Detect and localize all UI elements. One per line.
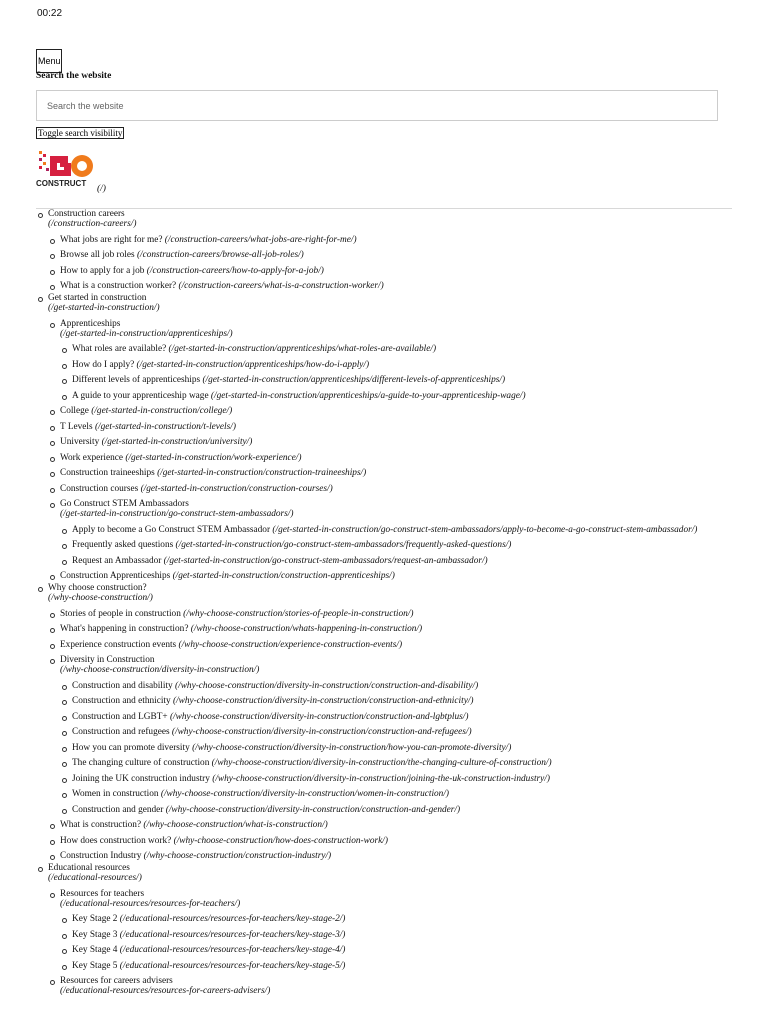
nav-item-key-stage-2[interactable] bbox=[60, 914, 736, 924]
nav-link-label[interactable]: University bbox=[60, 437, 100, 447]
toggle-search-visibility-button[interactable]: Toggle search visibility bbox=[38, 128, 123, 138]
nav-link-url[interactable]: (/get-started-in-construction/go-construct-stem-ambassadors/frequently-asked-questions/) bbox=[173, 540, 512, 550]
nav-item-college[interactable] bbox=[48, 406, 736, 416]
nav-link-url[interactable]: (/why-choose-construction/diversity-in-construction/how-you-can-promote-diversity/) bbox=[189, 742, 512, 753]
nav-item-apprenticeships[interactable] bbox=[48, 319, 736, 401]
nav-item-construction-industry[interactable] bbox=[48, 851, 736, 861]
nav-link-url[interactable]: (/educational-resources/resources-for-teachers/) bbox=[60, 898, 241, 909]
nav-link-url[interactable]: (/educational-resources/resources-for-teachers/key-stage-3/) bbox=[117, 929, 346, 940]
nav-link-label[interactable]: Key Stage 2 bbox=[72, 914, 118, 924]
nav-link-label[interactable]: How do I apply? bbox=[72, 359, 135, 370]
nav-link-label[interactable]: How you can promote diversity bbox=[72, 742, 190, 753]
nav-item-construction-and-disability[interactable] bbox=[60, 681, 736, 691]
nav-link-url[interactable]: (/educational-resources/) bbox=[48, 873, 142, 883]
nav-item-browse-all-job-roles[interactable] bbox=[48, 250, 736, 260]
nav-link-url[interactable]: (/why-choose-construction/) bbox=[48, 593, 153, 603]
nav-link-url[interactable]: (/why-choose-construction/diversity-in-construction/construction-and-refugees/) bbox=[169, 727, 472, 737]
nav-item-different-levels-of-apprenticeships[interactable] bbox=[60, 375, 736, 385]
nav-link-url[interactable]: (/get-started-in-construction/go-construct-stem-ambassadors/) bbox=[60, 509, 294, 519]
nav-link-label[interactable]: Construction and LGBT+ bbox=[72, 711, 168, 722]
nav-link-label[interactable]: A guide to your apprenticeship wage bbox=[72, 390, 209, 401]
nav-link-url[interactable]: (/get-started-in-construction/work-experience/) bbox=[123, 452, 302, 463]
nav-link-url[interactable]: (/why-choose-construction/diversity-in-construction/construction-and-gender/) bbox=[163, 804, 461, 815]
nav-link-url[interactable]: (/why-choose-construction/diversity-in-construction/the-changing-culture-of-construction/) bbox=[209, 758, 552, 768]
nav-link-url[interactable]: (/get-started-in-construction/apprenticeships/different-levels-of-apprenticeships/) bbox=[200, 375, 506, 385]
nav-link-label[interactable]: Women in construction bbox=[72, 789, 159, 799]
nav-link-url[interactable]: (/construction-careers/) bbox=[48, 219, 137, 229]
nav-item-request-an-ambassador[interactable] bbox=[60, 556, 736, 566]
nav-item-apply-to-become-a-go-construct-stem-ambassador[interactable] bbox=[60, 525, 736, 535]
nav-link-url[interactable]: (/educational-resources/resources-for-teachers/key-stage-4/) bbox=[117, 945, 346, 955]
nav-link-url[interactable]: (/get-started-in-construction/t-levels/) bbox=[92, 421, 236, 432]
nav-item-construction-traineeships[interactable] bbox=[48, 468, 736, 478]
nav-list bbox=[36, 209, 736, 996]
nav-link-label[interactable]: Construction careers bbox=[48, 209, 125, 219]
nav-link-url[interactable]: (/why-choose-construction/stories-of-people-in-construction/) bbox=[180, 608, 414, 619]
nav-link-label[interactable]: Resources for teachers bbox=[60, 888, 145, 899]
nav-link-label[interactable]: Stories of people in construction bbox=[60, 608, 181, 619]
nav-link-label[interactable]: Browse all job roles bbox=[60, 250, 135, 260]
nav-link-url[interactable]: (/construction-careers/what-is-a-construction-worker/) bbox=[176, 281, 384, 291]
nav-sublist bbox=[48, 319, 736, 582]
nav-sublist bbox=[60, 525, 736, 566]
nav-item-key-stage-3[interactable] bbox=[60, 930, 736, 940]
nav-item-diversity-in-construction[interactable] bbox=[48, 655, 736, 815]
nav-link-url[interactable]: (/educational-resources/resources-for-teachers/key-stage-5/) bbox=[117, 960, 346, 971]
nav-link-url[interactable]: (/get-started-in-construction/construction-courses/) bbox=[138, 483, 333, 494]
nav-link-url[interactable]: (/construction-careers/browse-all-job-roles/) bbox=[134, 250, 304, 260]
nav-link-label[interactable]: Key Stage 4 bbox=[72, 945, 118, 955]
nav-link-label[interactable]: Different levels of apprenticeships bbox=[72, 375, 201, 385]
nav-link-url[interactable]: (/get-started-in-construction/apprenticeships/a-guide-to-your-apprenticeship-wage/) bbox=[208, 390, 526, 401]
nav-item-construction-apprenticeships[interactable] bbox=[48, 571, 736, 581]
nav-item-what-roles-are-available[interactable] bbox=[60, 344, 736, 354]
nav-item-resources-for-teachers[interactable] bbox=[48, 889, 736, 971]
nav-link-url[interactable]: (/get-started-in-construction/university/) bbox=[99, 437, 253, 447]
nav-link-url[interactable]: (/get-started-in-construction/college/) bbox=[88, 406, 233, 416]
nav-link-url[interactable]: (/get-started-in-construction/construction-traineeships/) bbox=[154, 468, 367, 478]
nav-sublist bbox=[60, 681, 736, 815]
nav-link-url[interactable]: (/get-started-in-construction/apprenticeships/) bbox=[60, 328, 233, 339]
nav-link-label[interactable]: What roles are available? bbox=[72, 344, 167, 354]
nav-link-label[interactable]: College bbox=[60, 406, 89, 416]
nav-item-work-experience[interactable] bbox=[48, 453, 736, 463]
nav-item-construction-and-gender[interactable] bbox=[60, 805, 736, 815]
nav-link-url[interactable]: (/why-choose-construction/diversity-in-construction/joining-the-uk-construction-industry/) bbox=[209, 773, 550, 784]
nav-link-url[interactable]: (/why-choose-construction/diversity-in-construction/) bbox=[60, 665, 260, 675]
nav-link-label[interactable]: Diversity in Construction bbox=[60, 655, 155, 665]
nav-sublist bbox=[48, 889, 736, 997]
nav-link-label[interactable]: Go Construct STEM Ambassadors bbox=[60, 499, 189, 509]
nav-link-url[interactable]: (/get-started-in-construction/apprenticeships/how-do-i-apply/) bbox=[134, 359, 370, 370]
nav-link-label[interactable]: Construction and disability bbox=[72, 680, 173, 691]
logo-pixel-icon bbox=[39, 151, 49, 171]
logo-g-shape bbox=[50, 156, 71, 176]
nav-link-label[interactable]: Request an Ambassador bbox=[72, 555, 162, 566]
nav-item-construction-careers[interactable] bbox=[36, 209, 736, 291]
status-time: 00:22 bbox=[37, 8, 63, 19]
nav-link-label[interactable]: What's happening in construction? bbox=[60, 624, 189, 634]
nav-sublist bbox=[60, 914, 736, 971]
nav-item-why-choose-construction[interactable] bbox=[36, 583, 736, 861]
nav-item-resources-for-careers-advisers[interactable] bbox=[48, 976, 736, 996]
nav-link-label[interactable]: What is construction? bbox=[60, 820, 142, 830]
nav-link-url[interactable]: (/why-choose-construction/experience-construction-events/) bbox=[176, 639, 403, 650]
nav-link-label[interactable]: What is a construction worker? bbox=[60, 281, 177, 291]
nav-item-experience-construction-events[interactable] bbox=[48, 640, 736, 650]
nav-item-a-guide-to-your-apprenticeship-wage[interactable] bbox=[60, 391, 736, 401]
nav-item-t-levels[interactable] bbox=[48, 422, 736, 432]
nav-link-label[interactable]: T Levels bbox=[60, 421, 93, 432]
nav-link-label[interactable]: Construction Industry bbox=[60, 851, 142, 861]
nav-item-key-stage-5[interactable] bbox=[60, 961, 736, 971]
nav-link-url[interactable]: (/get-started-in-construction/go-construct-stem-ambassadors/apply-to-become-a-go-construct-stem-ambassador/) bbox=[270, 524, 698, 535]
nav-link-url[interactable]: (/get-started-in-construction/construction-apprenticeships/) bbox=[170, 571, 395, 581]
nav-link-url[interactable]: (/why-choose-construction/whats-happening-in-construction/) bbox=[188, 624, 423, 634]
nav-item-what-is-construction[interactable] bbox=[48, 820, 736, 830]
nav-item-go-construct-stem-ambassadors[interactable] bbox=[48, 499, 736, 566]
nav-item-the-changing-culture-of-construction[interactable] bbox=[60, 758, 736, 768]
nav-link-label[interactable]: Apply to become a Go Construct STEM Ambassador bbox=[72, 524, 271, 535]
nav-link-label[interactable]: Construction courses bbox=[60, 483, 139, 494]
nav-item-women-in-construction[interactable] bbox=[60, 789, 736, 799]
nav-link-url[interactable]: (/educational-resources/resources-for-careers-advisers/) bbox=[60, 986, 271, 996]
nav-sublist bbox=[48, 235, 736, 292]
nav-item-university[interactable] bbox=[48, 437, 736, 447]
nav-link-label[interactable]: Apprenticeships bbox=[60, 318, 121, 329]
nav-link-label[interactable]: How does construction work? bbox=[60, 835, 172, 846]
nav-link-label[interactable]: Key Stage 5 bbox=[72, 960, 118, 971]
nav-link-url[interactable]: (/educational-resources/resources-for-teachers/key-stage-2/) bbox=[117, 914, 346, 924]
nav-item-construction-and-refugees[interactable] bbox=[60, 727, 736, 737]
nav-item-how-to-apply-for-a-job[interactable] bbox=[48, 266, 736, 276]
nav-link-url[interactable]: (/get-started-in-construction/) bbox=[48, 303, 160, 313]
nav-link-url[interactable]: (/construction-careers/how-to-apply-for-a-job/) bbox=[144, 265, 324, 276]
nav-link-label[interactable]: Get started in construction bbox=[48, 293, 147, 303]
nav-item-how-you-can-promote-diversity[interactable] bbox=[60, 743, 736, 753]
nav-link-label[interactable]: Educational resources bbox=[48, 863, 130, 873]
nav-item-key-stage-4[interactable] bbox=[60, 945, 736, 955]
nav-link-url[interactable]: (/why-choose-construction/diversity-in-construction/construction-and-disability/) bbox=[172, 680, 479, 691]
nav-link-label[interactable]: The changing culture of construction bbox=[72, 758, 210, 768]
nav-item-educational-resources[interactable] bbox=[36, 863, 736, 996]
nav-link-url[interactable]: (/why-choose-construction/construction-industry/) bbox=[141, 851, 332, 861]
nav-link-url[interactable]: (/construction-careers/what-jobs-are-right-for-me/) bbox=[162, 234, 357, 245]
nav-link-label[interactable]: Work experience bbox=[60, 452, 124, 463]
nav-link-url[interactable]: (/get-started-in-construction/go-construct-stem-ambassadors/request-an-ambassador/) bbox=[161, 555, 488, 566]
nav-link-label[interactable]: Construction and refugees bbox=[72, 727, 170, 737]
nav-item-get-started-in-construction[interactable] bbox=[36, 293, 736, 581]
nav-link-url[interactable]: (/why-choose-construction/diversity-in-construction/women-in-construction/) bbox=[158, 789, 449, 799]
go-construct-logo[interactable] bbox=[36, 148, 98, 188]
search-heading: Search the website bbox=[36, 71, 112, 81]
nav-link-label[interactable]: Why choose construction? bbox=[48, 583, 147, 593]
nav-link-label[interactable]: Construction Apprenticeships bbox=[60, 571, 171, 581]
nav-link-url[interactable]: (/why-choose-construction/diversity-in-construction/construction-and-lgbtplus/) bbox=[167, 711, 469, 722]
nav-link-label[interactable]: Construction and gender bbox=[72, 804, 164, 815]
nav-link-label[interactable]: Experience construction events bbox=[60, 639, 177, 650]
nav-link-label[interactable]: Construction traineeships bbox=[60, 468, 155, 478]
nav-item-construction-and-lgbt[interactable] bbox=[60, 712, 736, 722]
nav-link-label[interactable]: Key Stage 3 bbox=[72, 929, 118, 940]
nav-item-how-do-i-apply[interactable] bbox=[60, 360, 736, 370]
nav-item-what-s-happening-in-construction[interactable] bbox=[48, 624, 736, 634]
nav-item-construction-courses[interactable] bbox=[48, 484, 736, 494]
nav-link-label[interactable]: Joining the UK construction industry bbox=[72, 773, 210, 784]
nav-item-frequently-asked-questions[interactable] bbox=[60, 540, 736, 550]
nav-link-label[interactable]: Resources for careers advisers bbox=[60, 976, 173, 986]
nav-link-url[interactable]: (/why-choose-construction/what-is-construction/) bbox=[141, 820, 328, 830]
nav-sublist bbox=[48, 609, 736, 862]
nav-item-what-jobs-are-right-for-me[interactable] bbox=[48, 235, 736, 245]
nav-link-url[interactable]: (/why-choose-construction/diversity-in-construction/construction-and-ethnicity/) bbox=[170, 696, 474, 706]
nav-item-how-does-construction-work[interactable] bbox=[48, 836, 736, 846]
logo-link[interactable]: (/) bbox=[97, 184, 106, 194]
logo-text: CONSTRUCT bbox=[36, 179, 87, 188]
nav-link-label[interactable]: How to apply for a job bbox=[60, 265, 145, 276]
menu-button[interactable]: Menu bbox=[36, 49, 62, 73]
nav-link-label[interactable]: Construction and ethnicity bbox=[72, 696, 171, 706]
nav-link-label[interactable]: What jobs are right for me? bbox=[60, 234, 163, 245]
search-input[interactable] bbox=[36, 90, 718, 121]
nav-item-what-is-a-construction-worker[interactable] bbox=[48, 281, 736, 291]
nav-sublist bbox=[60, 344, 736, 401]
nav-link-label[interactable]: Frequently asked questions bbox=[72, 540, 174, 550]
nav-item-construction-and-ethnicity[interactable] bbox=[60, 696, 736, 706]
nav-item-joining-the-uk-construction-industry[interactable] bbox=[60, 774, 736, 784]
main-navigation bbox=[36, 207, 736, 996]
nav-item-stories-of-people-in-construction[interactable] bbox=[48, 609, 736, 619]
nav-link-url[interactable]: (/why-choose-construction/how-does-construction-work/) bbox=[171, 835, 388, 846]
nav-link-url[interactable]: (/get-started-in-construction/apprenticeships/what-roles-are-available/) bbox=[166, 344, 437, 354]
